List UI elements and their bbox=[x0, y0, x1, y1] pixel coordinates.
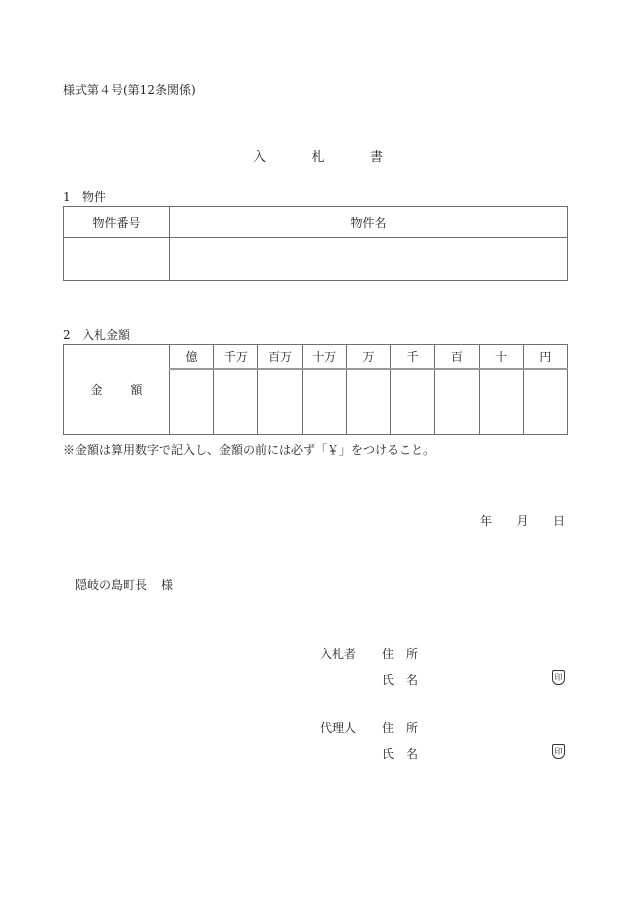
table-row bbox=[64, 238, 568, 281]
year-label: 年 bbox=[480, 514, 493, 528]
section-label: 物件 bbox=[82, 190, 107, 204]
seal-icon: 印 bbox=[552, 670, 565, 685]
seal-icon: 印 bbox=[552, 744, 565, 759]
digit-header-senman: 千万 bbox=[214, 345, 258, 370]
agent-name-label: 氏 名 bbox=[382, 747, 419, 761]
agent-role-label: 代理人 bbox=[320, 721, 357, 735]
bidder-block bbox=[320, 645, 570, 705]
digit-header-man: 万 bbox=[346, 345, 390, 370]
digit-header-row bbox=[64, 345, 568, 370]
table-header-row bbox=[64, 207, 568, 238]
month-label: 月 bbox=[516, 514, 529, 528]
digit-cell-hyaku[interactable] bbox=[435, 369, 479, 435]
addressee-name: 隠岐の島町長 bbox=[75, 578, 148, 592]
property-table bbox=[63, 206, 568, 281]
addressee bbox=[75, 576, 173, 593]
section-2-heading bbox=[63, 326, 130, 343]
section-label: 入札金額 bbox=[82, 328, 131, 342]
date-line bbox=[480, 512, 565, 529]
digit-cell-senman[interactable] bbox=[214, 369, 258, 435]
bidder-address-label: 住 所 bbox=[382, 647, 419, 661]
agent-address-label: 住 所 bbox=[382, 721, 419, 735]
digit-header-juman: 十万 bbox=[302, 345, 346, 370]
form-number: 様式第４号(第12条関係) bbox=[63, 83, 196, 97]
agent-block bbox=[320, 719, 570, 779]
amount-note: ※金額は算用数字で記入し、金額の前には必ず「￥」をつけること。 bbox=[63, 443, 436, 457]
bidder-role-label: 入札者 bbox=[320, 647, 357, 661]
document-title bbox=[253, 146, 383, 165]
digit-cell-ju[interactable] bbox=[479, 369, 523, 435]
addressee-honorific: 様 bbox=[161, 578, 174, 592]
bidder-name-label: 氏 名 bbox=[382, 673, 419, 687]
section-1-heading bbox=[63, 188, 106, 205]
day-label: 日 bbox=[552, 514, 565, 528]
digit-header-sen: 千 bbox=[391, 345, 435, 370]
property-name-cell[interactable] bbox=[170, 238, 568, 281]
amount-label: 金 額 bbox=[64, 345, 170, 435]
digit-header-oku: 億 bbox=[170, 345, 214, 370]
section-number: 1 bbox=[63, 190, 71, 204]
digit-cell-sen[interactable] bbox=[391, 369, 435, 435]
digit-cell-juman[interactable] bbox=[302, 369, 346, 435]
digit-cell-man[interactable] bbox=[346, 369, 390, 435]
digit-cell-hyakuman[interactable] bbox=[258, 369, 302, 435]
digit-cell-yen[interactable] bbox=[523, 369, 567, 435]
digit-header-yen: 円 bbox=[523, 345, 567, 370]
digit-cell-oku[interactable] bbox=[170, 369, 214, 435]
property-number-cell[interactable] bbox=[64, 238, 170, 281]
digit-header-ju: 十 bbox=[479, 345, 523, 370]
header-property-number: 物件番号 bbox=[64, 207, 170, 238]
title-char: 札 bbox=[311, 150, 325, 165]
title-char: 書 bbox=[369, 150, 383, 165]
title-char: 入 bbox=[253, 150, 267, 165]
bid-amount-table bbox=[63, 344, 568, 435]
digit-header-hyakuman: 百万 bbox=[258, 345, 302, 370]
section-number: 2 bbox=[63, 328, 71, 342]
header-property-name: 物件名 bbox=[170, 207, 568, 238]
digit-header-hyaku: 百 bbox=[435, 345, 479, 370]
